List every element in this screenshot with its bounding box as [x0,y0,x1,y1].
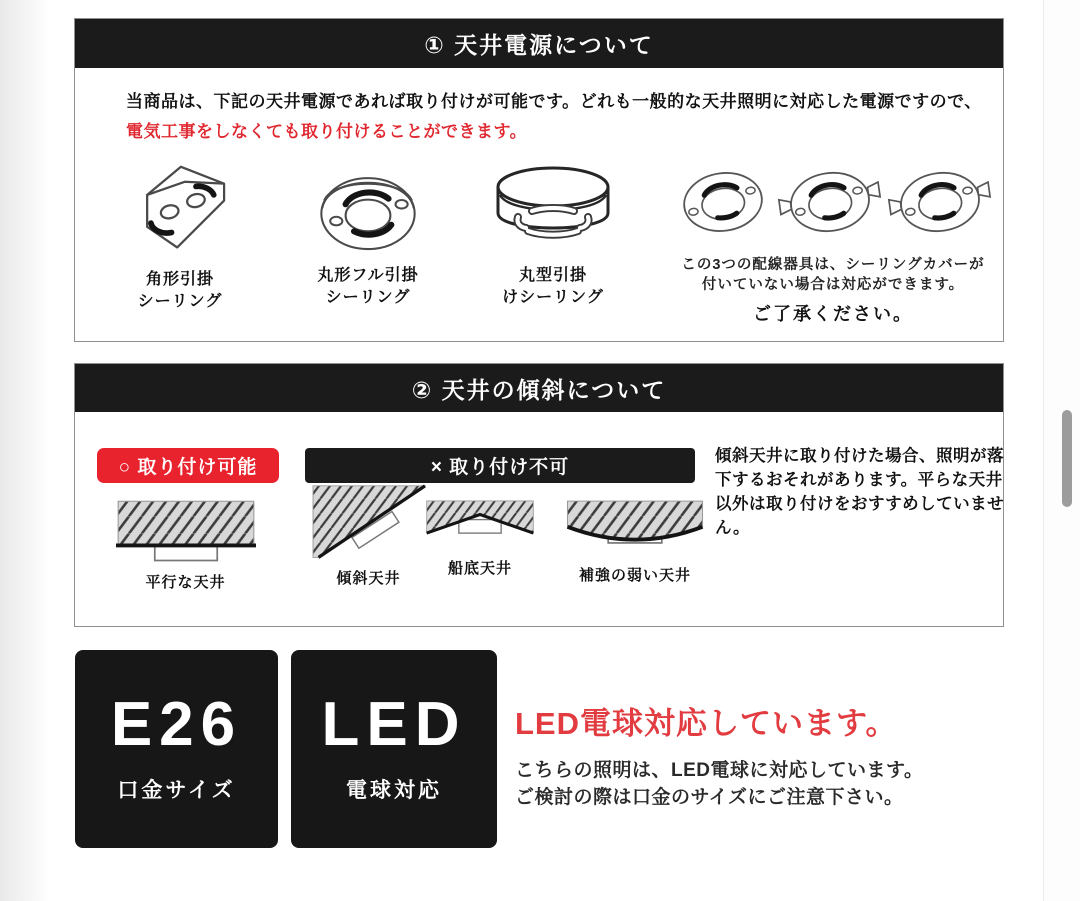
square-hook-ceiling-illustration [119,157,241,261]
round-full-hook-ceiling-item [293,159,443,309]
section1-header: ① 天井電源について [75,19,1003,68]
led-support-badge [291,650,497,848]
round-connector-with-tabs-illustration [885,159,995,245]
led-subtitle: 電球対応 [346,779,442,802]
round-hook-ceiling-illustration [488,157,618,257]
section2-header: ② 天井の傾斜について [75,364,1003,412]
ceiling-label: 補強の弱い天井 [578,567,691,584]
flat-ceiling-illustration [116,499,256,566]
e26-title: E26 [110,690,243,759]
left-edge-shadow [0,0,50,901]
sloped-ceiling-illustration [309,484,429,562]
weak-ceiling-item [565,499,705,585]
square-hook-ceiling-item [105,157,255,313]
mount-label: 丸型引掛 けシーリング [502,267,604,306]
ceiling-label: 傾斜天井 [336,570,401,587]
intro-line2-no-electric-work: 電気工事をしなくても取り付けることができます。 [126,122,528,141]
e26-socket-badge [75,650,278,848]
installation-not-possible-badge: × 取り付け不可 [305,448,695,483]
round-connector-with-tabs-illustration [775,159,885,245]
mount-label: 角形引掛 シーリング [137,271,223,310]
scrollbar-thumb[interactable] [1062,410,1072,507]
led-support-text-block [515,698,923,811]
boat-bottom-ceiling-item [425,499,535,578]
round-hook-ceiling-item [473,157,633,309]
led-support-body [515,757,923,811]
sloped-ceiling-item [306,484,431,588]
section1-intro [126,87,982,147]
boat-bottom-ceiling-illustration [425,499,535,552]
mount-label: 丸形フル引掛 シーリング [317,267,419,306]
weak-ceiling-illustration [565,499,705,559]
wiring-devices-group [667,159,999,326]
led-title: LED [321,690,467,759]
wiring-devices-row [671,159,995,245]
led-body-line1: こちらの照明は、LED電球に対応しています。 [515,760,924,781]
installation-possible-badge: ○ 取り付け可能 [97,448,279,483]
led-support-heading: LED電球対応しています。 [515,706,898,741]
ceiling-label: 平行な天井 [145,574,226,591]
flat-ceiling-item [113,499,258,592]
e26-subtitle: 口金サイズ [117,779,236,802]
wiring-devices-acknowledge: ご了承ください。 [753,304,913,324]
led-body-line2: ご検討の際は口金のサイズにご注意下さい。 [515,787,904,808]
slope-warning-text: 傾斜天井に取り付けた場合、照明が落下するおそれがあります。平らな天井以外は取り付けをおすすめしていません。 [715,447,1005,537]
ceiling-label: 船底天井 [447,560,512,577]
intro-line1: 当商品は、下記の天井電源であれば取り付けが可能です。どれも一般的な天井照明に対応した電源ですので、 [126,92,982,111]
wiring-devices-note: この3つの配線器具は、シーリングカバーが 付いていない場合は対応ができます。 [681,257,985,293]
ceiling-slope-section [74,363,1004,627]
round-connector-illustration [671,159,775,245]
round-full-hook-ceiling-illustration [312,159,424,257]
ceiling-power-section [74,18,1004,342]
